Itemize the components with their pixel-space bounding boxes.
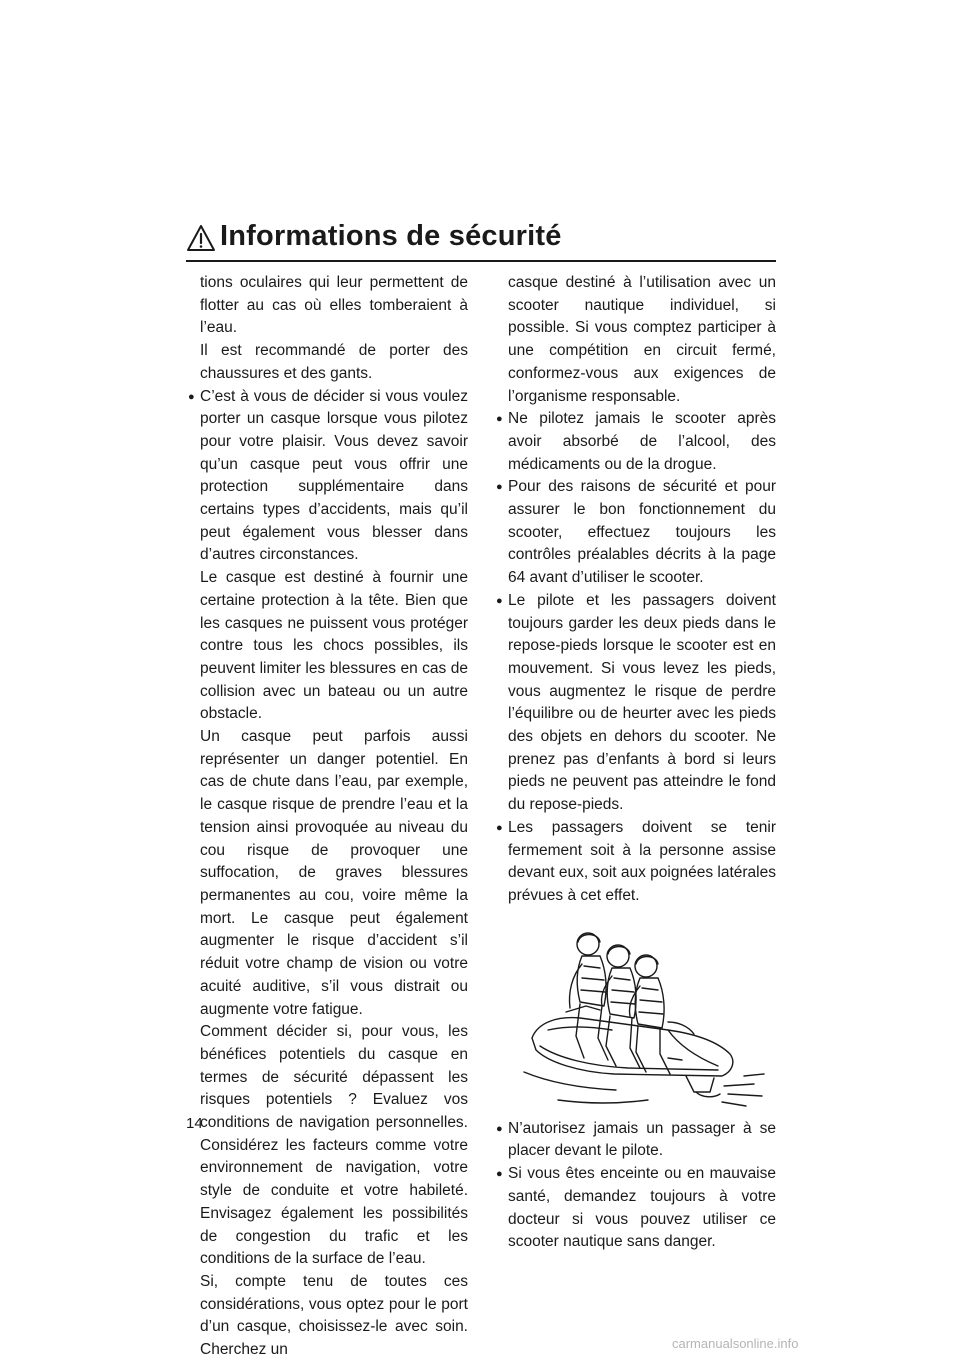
paragraph: casque destiné à l’utilisation avec un scooter nautique individuel, si possible. Si vous comptez participer à une compétition en circuit fermé, conformez-vous aux exigences de l’organisme responsable.	[508, 274, 776, 405]
paragraph: Le casque est destiné à fournir une certaine protection à la tête. Bien que les casques ne puissent vous protéger contre tous les chocs possibles, ils peuvent limiter les blessures en cas de collision avec un bateau ou un autre obstacle.	[200, 569, 468, 723]
page-title: Informations de sécurité	[220, 220, 562, 252]
bullet-text: Ne pilotez jamais le scooter après avoir absorbé de l’alcool, des médicaments ou de la drogue.	[508, 410, 776, 473]
bullet-icon: ●	[496, 1168, 503, 1181]
bullet-icon: ●	[496, 1122, 503, 1135]
paragraph: Comment décider si, pour vous, les bénéfices potentiels du casque en termes de sécurité dépassent les risques potentiels ? Evaluez vos conditions de navigation personnelles. Considérez les facteurs comme votre environnement de navigation, votre style de conduite et votre habileté. Envisagez également les possibilités de congestion du trafic et les conditions de la surface de l’eau.	[200, 1023, 468, 1268]
watermark: carmanualsonline.info	[672, 1336, 799, 1351]
bullet-item	[496, 1163, 776, 1254]
bullet-text: Pour des raisons de sécurité et pour assurer le bon fonctionnement du scooter, effectuez toujours les contrôles préalables décrits à la page 64 avant d’utiliser le scooter.	[508, 478, 776, 587]
bullet-text: Les passagers doivent se tenir fermement soit à la personne assise devant eux, soit aux poignées latérales prévues à cet effet.	[508, 818, 776, 904]
bullet-icon: ●	[496, 821, 503, 834]
bullet-text: Le pilote et les passagers doivent toujours garder les deux pieds dans le repose-pieds lorsque le scooter est en mouvement. Si vous levez les pieds, vous augmentez le risque de perdre l’équilibre ou de heurter avec les pieds des objets en dehors du scooter. Ne prenez pas d’enfants à bord si leurs pieds ne peuvent pas atteindre le fond du repose-pieds.	[508, 591, 776, 814]
paragraph: Un casque peut parfois aussi représenter un danger potentiel. En cas de chute dans l’eau, par exemple, le casque risque de prendre l’eau et la tension ainsi provoquée au niveau du cou risque de provoquer une suffocation, de graves blessures permanentes au cou, voire même la mort. Le casque peut également augmenter le risque d’accident s’il réduit votre champ de vision ou votre acuité auditive, s’il vous distrait ou augmente votre fatigue.	[200, 728, 468, 1018]
bullet-text: Si vous êtes enceinte ou en mauvaise santé, demandez toujours à votre docteur si vous pouvez utiliser ce scooter nautique sans danger.	[508, 1165, 776, 1251]
bullet-item	[496, 408, 776, 476]
watercraft-riders-illustration	[518, 926, 770, 1110]
paragraph: Il est recommandé de porter des chaussures et des gants.	[200, 342, 468, 382]
paragraph: Si, compte tenu de toutes ces considérations, vous optez pour le port d’un casque, choisissez-le avec soin. Cherchez un	[200, 1272, 468, 1359]
paragraph: tions oculaires qui leur permettent de flotter au cas où elles tomberaient à l’eau.	[200, 274, 468, 337]
right-column	[496, 272, 776, 1254]
bullet-item	[496, 590, 776, 817]
warning-triangle-icon	[186, 224, 216, 252]
bullet-item	[496, 476, 776, 590]
bullet-icon: ●	[188, 390, 195, 403]
bullet-item	[496, 1118, 776, 1163]
bullet-icon: ●	[496, 481, 503, 494]
bullet-icon: ●	[496, 413, 503, 426]
bullet-item	[496, 817, 776, 908]
bullet-text: N’autorisez jamais un passager à se placer devant le pilote.	[508, 1119, 776, 1160]
bullet-icon: ●	[496, 594, 503, 607]
page-number: 14	[186, 1115, 203, 1132]
page-header	[186, 222, 776, 262]
left-column	[188, 272, 468, 1362]
bullet-text: C’est à vous de décider si vous voulez porter un casque lorsque vous pilotez pour votre plaisir. Vous devez savoir qu’un casque peut vous offrir une protection supplémentaire dans certains types d’accidents, mais qu’il peut également vous blesser dans d’autres circonstances.	[200, 387, 468, 564]
bullet-item	[188, 386, 468, 568]
